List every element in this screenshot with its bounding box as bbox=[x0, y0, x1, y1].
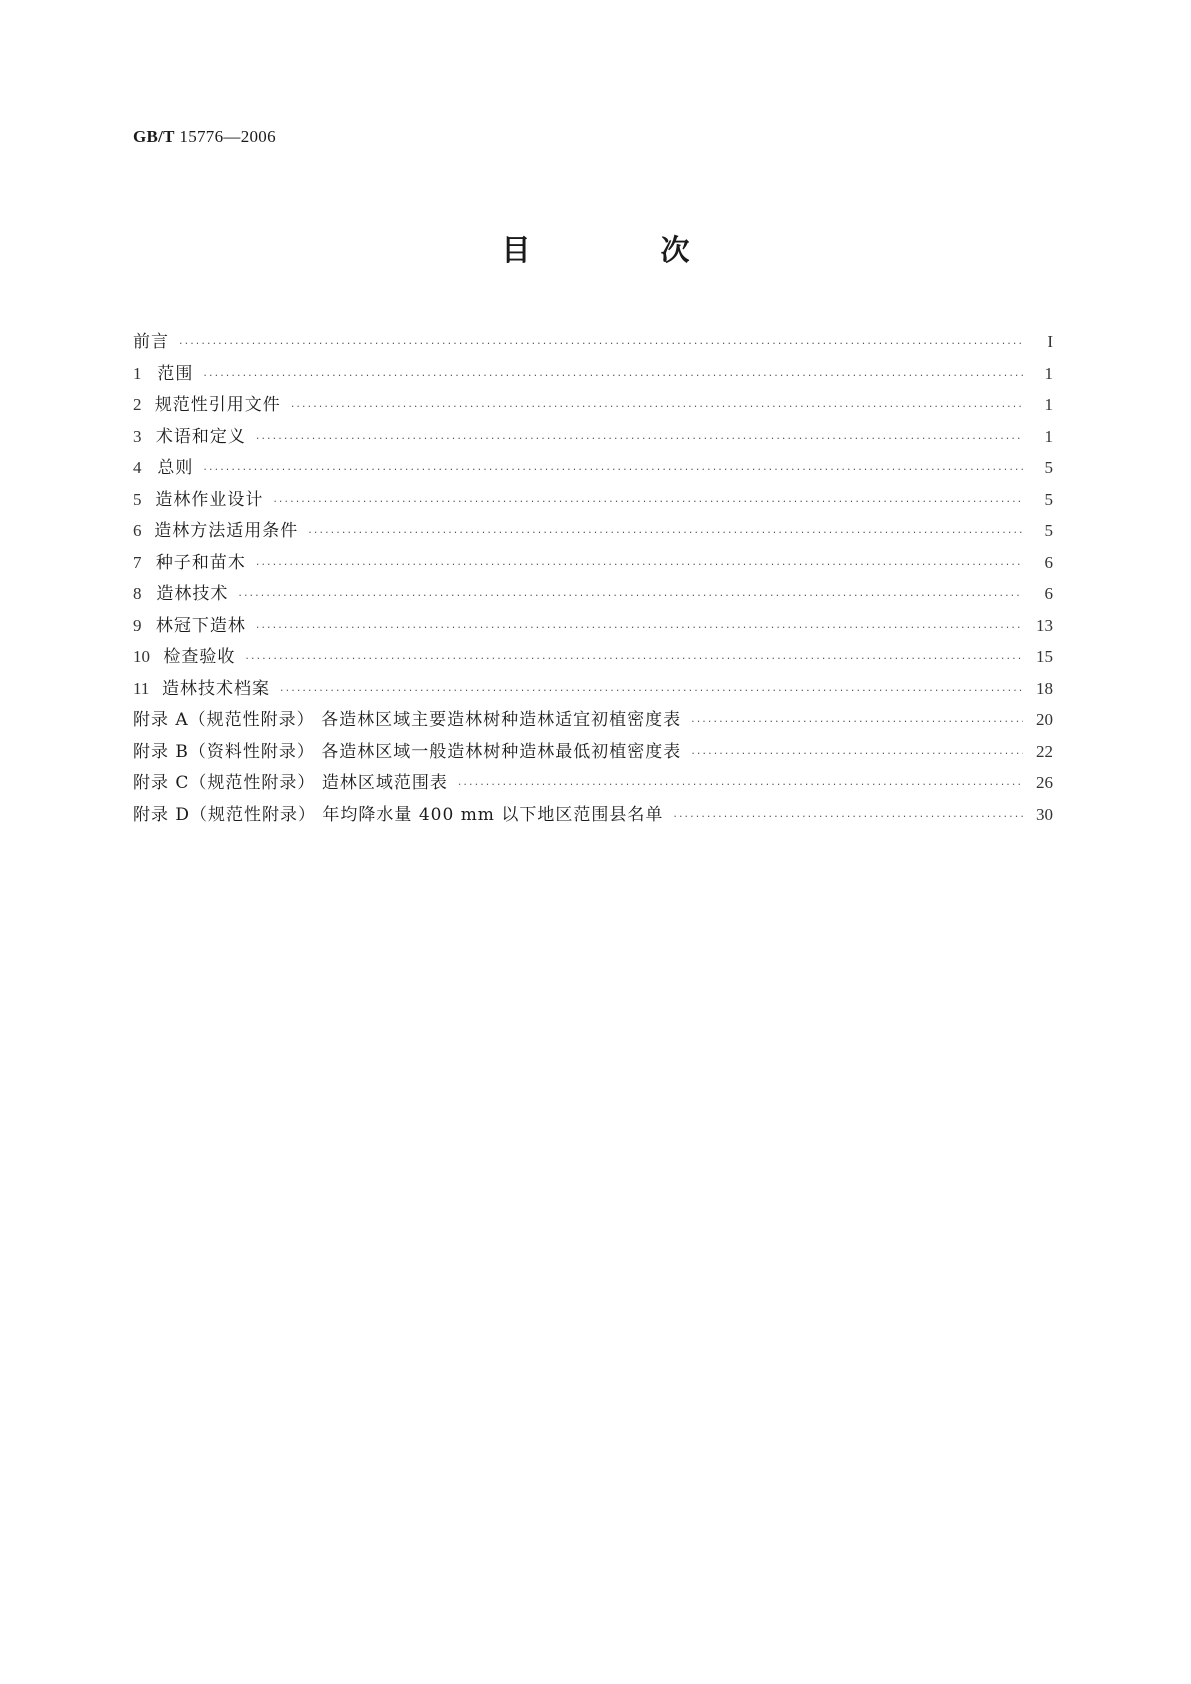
toc-title: 造林方法适用条件 bbox=[154, 521, 299, 541]
toc-entry-5[interactable] bbox=[133, 484, 1053, 516]
toc-number: 1 bbox=[133, 363, 142, 383]
toc-title: 前言 bbox=[133, 332, 169, 352]
toc-entry-appendix-a[interactable] bbox=[133, 704, 1053, 736]
toc-number: 10 bbox=[133, 647, 150, 666]
standard-number: 15776—2006 bbox=[179, 127, 276, 146]
toc-title: 附录 A（规范性附录） 各造林区域主要造林树种造林适宜初植密度表 bbox=[133, 710, 682, 730]
toc-title: 种子和苗木 bbox=[155, 552, 246, 573]
toc-title: 附录 B（资料性附录） 各造林区域一般造林树种造林最低初植密度表 bbox=[133, 741, 682, 762]
toc-title: 范围 bbox=[157, 363, 194, 384]
toc-number: 9 bbox=[133, 615, 142, 635]
toc-entry-9[interactable] bbox=[133, 610, 1053, 642]
toc-number: 4 bbox=[133, 458, 142, 477]
toc-title: 总则 bbox=[157, 458, 194, 478]
toc-title: 林冠下造林 bbox=[155, 615, 246, 636]
toc-page-number: 1 bbox=[1044, 363, 1053, 383]
toc-title: 检查验收 bbox=[163, 647, 236, 667]
toc-entry-appendix-c[interactable] bbox=[133, 767, 1053, 799]
dot-leader bbox=[280, 675, 1023, 707]
toc-title: 造林技术 bbox=[156, 584, 229, 604]
dot-leader bbox=[245, 643, 1023, 675]
dot-leader bbox=[256, 549, 1023, 581]
toc-number: 3 bbox=[133, 426, 142, 446]
dot-leader bbox=[203, 454, 1023, 486]
document-header bbox=[133, 127, 276, 147]
toc-title: 造林技术档案 bbox=[162, 678, 271, 699]
table-of-contents bbox=[133, 326, 1053, 830]
toc-page-number: 20 bbox=[1036, 710, 1053, 729]
toc-page-number: 22 bbox=[1036, 741, 1053, 761]
dot-leader bbox=[673, 801, 1023, 833]
toc-page-number: 13 bbox=[1036, 615, 1053, 635]
toc-page-number: 6 bbox=[1044, 552, 1053, 572]
toc-entry-4[interactable] bbox=[133, 452, 1053, 484]
dot-leader bbox=[273, 486, 1023, 518]
toc-page-number: I bbox=[1047, 332, 1053, 351]
toc-page-number: 30 bbox=[1036, 804, 1053, 824]
toc-entry-1[interactable] bbox=[133, 358, 1053, 390]
toc-page-number: 18 bbox=[1036, 678, 1053, 698]
toc-entry-appendix-d[interactable] bbox=[133, 799, 1053, 831]
toc-page-number: 15 bbox=[1036, 647, 1053, 666]
toc-number: 7 bbox=[133, 552, 142, 572]
toc-number: 8 bbox=[133, 584, 142, 603]
toc-number: 5 bbox=[133, 489, 142, 509]
toc-title: 造林作业设计 bbox=[155, 489, 264, 510]
dot-leader bbox=[458, 769, 1023, 801]
toc-entry-6[interactable] bbox=[133, 515, 1053, 547]
toc-page-number: 5 bbox=[1044, 458, 1053, 477]
toc-page-number: 26 bbox=[1036, 773, 1053, 792]
dot-leader bbox=[291, 391, 1023, 423]
toc-page-number: 5 bbox=[1044, 489, 1053, 509]
toc-page-number: 6 bbox=[1044, 584, 1053, 603]
toc-entry-7[interactable] bbox=[133, 547, 1053, 579]
toc-entry-8[interactable] bbox=[133, 578, 1053, 610]
toc-entry-appendix-b[interactable] bbox=[133, 736, 1053, 768]
dot-leader bbox=[256, 423, 1023, 455]
toc-number: 11 bbox=[133, 678, 150, 698]
standard-code: GB/T bbox=[133, 127, 175, 146]
dot-leader bbox=[256, 612, 1023, 644]
dot-leader bbox=[179, 328, 1023, 360]
toc-entry-3[interactable] bbox=[133, 421, 1053, 453]
dot-leader bbox=[308, 517, 1023, 549]
toc-entry-11[interactable] bbox=[133, 673, 1053, 705]
dot-leader bbox=[203, 360, 1023, 392]
dot-leader bbox=[691, 706, 1023, 738]
toc-number: 6 bbox=[133, 521, 142, 540]
toc-page-number: 1 bbox=[1044, 395, 1053, 414]
page-title: 目 次 bbox=[501, 233, 750, 267]
toc-entry-10[interactable] bbox=[133, 641, 1053, 673]
dot-leader bbox=[691, 738, 1023, 770]
toc-title: 规范性引用文件 bbox=[154, 395, 281, 415]
toc-title: 术语和定义 bbox=[155, 426, 246, 447]
toc-page-number: 5 bbox=[1044, 521, 1053, 540]
toc-page-number: 1 bbox=[1044, 426, 1053, 446]
toc-entry-foreword[interactable] bbox=[133, 326, 1053, 358]
dot-leader bbox=[238, 580, 1023, 612]
toc-title: 附录 C（规范性附录） 造林区域范围表 bbox=[133, 773, 448, 793]
toc-number: 2 bbox=[133, 395, 142, 414]
toc-title: 附录 D（规范性附录） 年均降水量 400 mm 以下地区范围县名单 bbox=[133, 804, 664, 825]
toc-entry-2[interactable] bbox=[133, 389, 1053, 421]
